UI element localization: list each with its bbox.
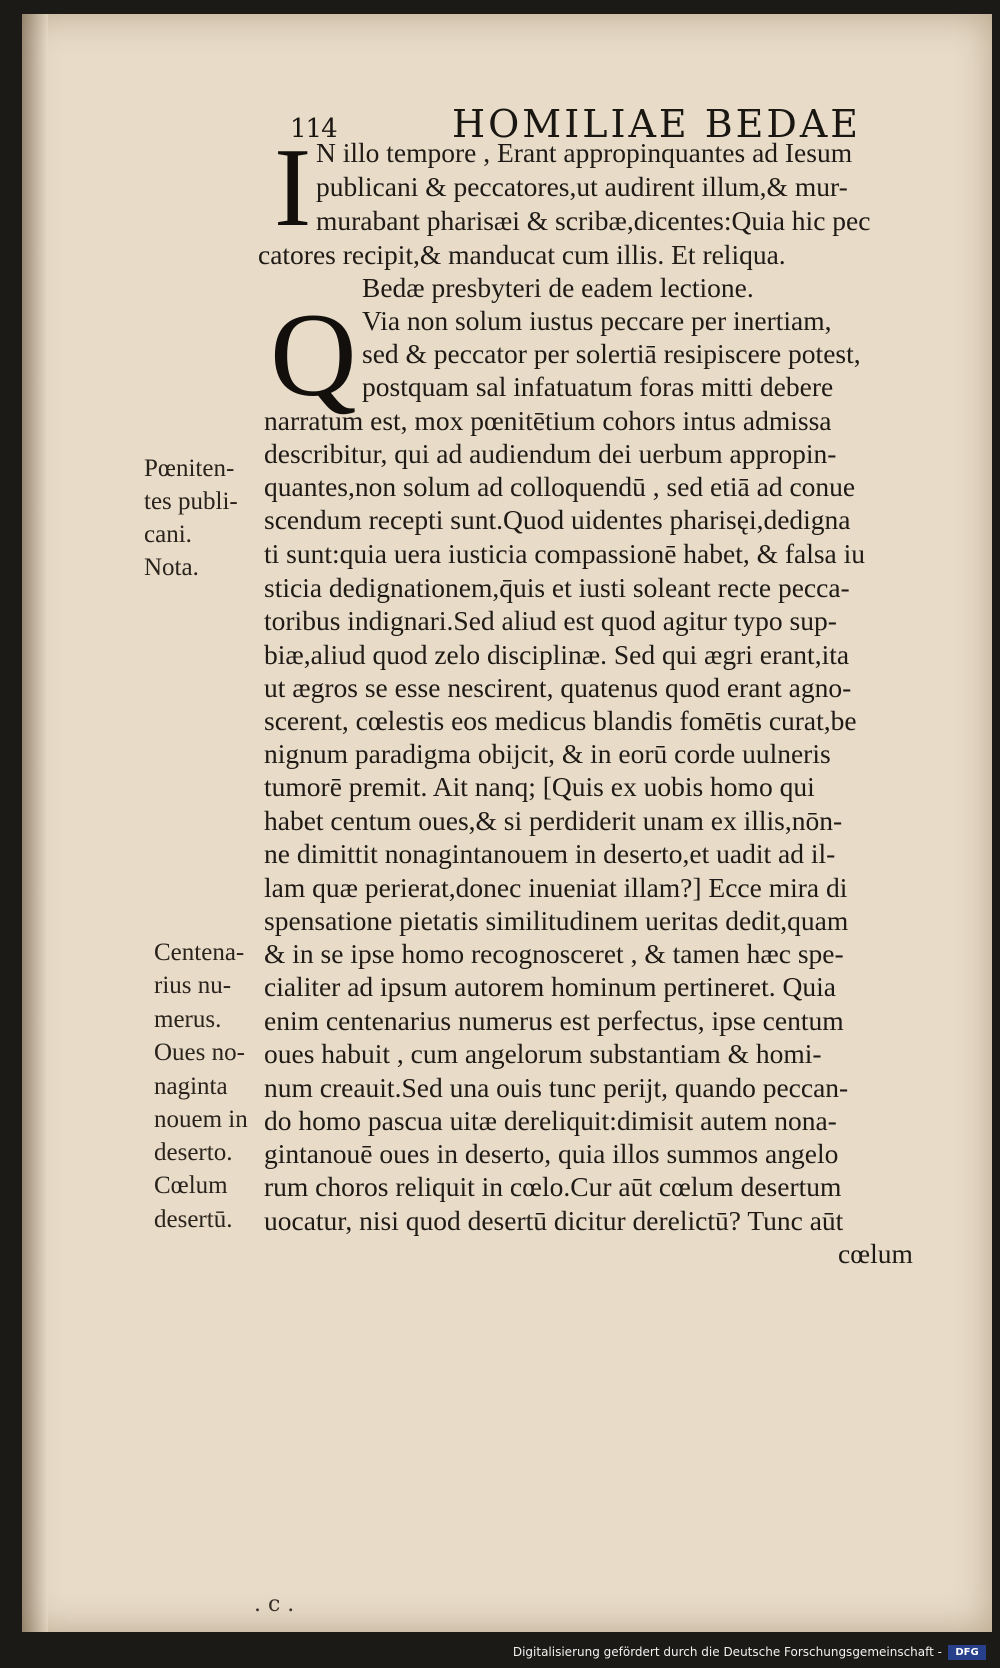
book-page bbox=[22, 14, 992, 1632]
running-title: HOMILIAE BEDAE bbox=[452, 102, 862, 146]
text-line: murabant pharisæi & scribæ,dicentes:Quia hic pec bbox=[316, 205, 871, 236]
text-line: sticia dedignationem,q̄uis et iusti soleant recte pecca- bbox=[264, 572, 850, 603]
text-line: cialiter ad ipsum autorem hominum pertineret. Quia bbox=[264, 971, 836, 1002]
text-line: sed & peccator per solertiā resipiscere potest, bbox=[362, 338, 861, 369]
margin-note: Pœniten- bbox=[144, 455, 235, 482]
text-line: toribus indignari.Sed aliud est quod agitur typo sup- bbox=[264, 605, 837, 636]
margin-note: Nota. bbox=[144, 554, 199, 581]
text-line: lam quæ perierat,donec inueniat illam?] Ecce mira di bbox=[264, 872, 848, 903]
text-line: scerent, cœlestis eos medicus blandis fomētis curat,be bbox=[264, 705, 857, 736]
text-line: postquam sal infatuatum foras mitti debere bbox=[362, 371, 834, 402]
catchword: cœlum bbox=[838, 1238, 913, 1269]
margin-note: nouem in bbox=[154, 1106, 248, 1133]
margin-note: deserto. bbox=[154, 1139, 233, 1166]
margin-note: merus. bbox=[154, 1006, 222, 1033]
dropcap-initial-i: I bbox=[274, 126, 312, 250]
text-line: num creauit.Sed una ouis tunc perijt, quando peccan- bbox=[264, 1072, 849, 1103]
text-line: ti sunt:quia uera iusticia compassionē habet, & falsa iu bbox=[264, 538, 866, 569]
text-line: uocatur, nisi quod desertū dicitur derelictū? Tunc aūt bbox=[264, 1205, 844, 1236]
text-line: biæ,aliud quod zelo disciplinæ. Sed qui ægri erant,ita bbox=[264, 639, 850, 670]
dfg-logo: DFG bbox=[948, 1645, 986, 1660]
margin-note: desertū. bbox=[154, 1206, 233, 1233]
text-line: enim centenarius numerus est perfectus, ipse centum bbox=[264, 1005, 844, 1036]
funding-credit: Digitalisierung gefördert durch die Deutsche Forschungsgemeinschaft - bbox=[512, 1645, 942, 1659]
text-line: narratum est, mox pœnitētium cohors intus admissa bbox=[264, 405, 832, 436]
text-line: habet centum oues,& si perdiderit unam ex illis,nōn- bbox=[264, 805, 843, 836]
text-line: scendum recepti sunt.Quod uidentes pharisęi,dedigna bbox=[264, 504, 851, 535]
margin-note: Oues no- bbox=[154, 1039, 245, 1066]
dropcap-initial-q: Q bbox=[270, 288, 357, 421]
text-line: nignum paradigma obijcit, & in eorū corde uulneris bbox=[264, 738, 831, 769]
margin-note: Cœlum bbox=[154, 1172, 228, 1199]
text-line: quantes,non solum ad colloquendū , sed etiā ad conue bbox=[264, 471, 856, 502]
text-line: catores recipit,& manducat cum illis. Et reliqua. bbox=[258, 239, 786, 270]
text-line: rum choros reliquit in cœlo.Cur aūt cœlum desertum bbox=[264, 1171, 842, 1202]
text-line: oues habuit , cum angelorum substantiam & homi- bbox=[264, 1038, 822, 1069]
text-line: tumorē premit. Ait nanq; [Quis ex uobis homo qui bbox=[264, 771, 815, 802]
margin-note: tes publi- bbox=[144, 488, 238, 515]
text-line: gintanouē oues in deserto, quia illos summos angelo bbox=[264, 1138, 839, 1169]
text-line: Via non solum iustus peccare per inertiam, bbox=[362, 305, 832, 336]
margin-note: Centena- bbox=[154, 939, 245, 966]
text-line: & in se ipse homo recognosceret , & tamen hæc spe- bbox=[264, 938, 844, 969]
text-line: describitur, qui ad audiendum dei uerbum appropin- bbox=[264, 438, 837, 469]
margin-note: naginta bbox=[154, 1073, 228, 1100]
page-number: 114 bbox=[290, 114, 337, 144]
section-heading: Bedæ presbyteri de eadem lectione. bbox=[362, 272, 754, 303]
signature-mark: . c . bbox=[254, 1592, 295, 1617]
text-line: N illo tempore , Erant appropinquantes ad Iesum bbox=[316, 137, 853, 168]
margin-note: cani. bbox=[144, 521, 192, 548]
text-line: ut ægros se esse nescirent, quatenus quod erant agno- bbox=[264, 672, 852, 703]
footer-bar bbox=[0, 1636, 1000, 1668]
text-line: publicani & peccatores,ut audirent illum,& mur- bbox=[316, 171, 848, 202]
text-line: ne dimittit nonagintanouem in deserto,et uadit ad il- bbox=[264, 838, 836, 869]
text-line: spensatione pietatis similitudinem ueritas dedit,quam bbox=[264, 905, 849, 936]
text-line: do homo pascua uitæ dereliquit:dimisit autem nona- bbox=[264, 1105, 837, 1136]
margin-note: rius nu- bbox=[154, 972, 232, 999]
